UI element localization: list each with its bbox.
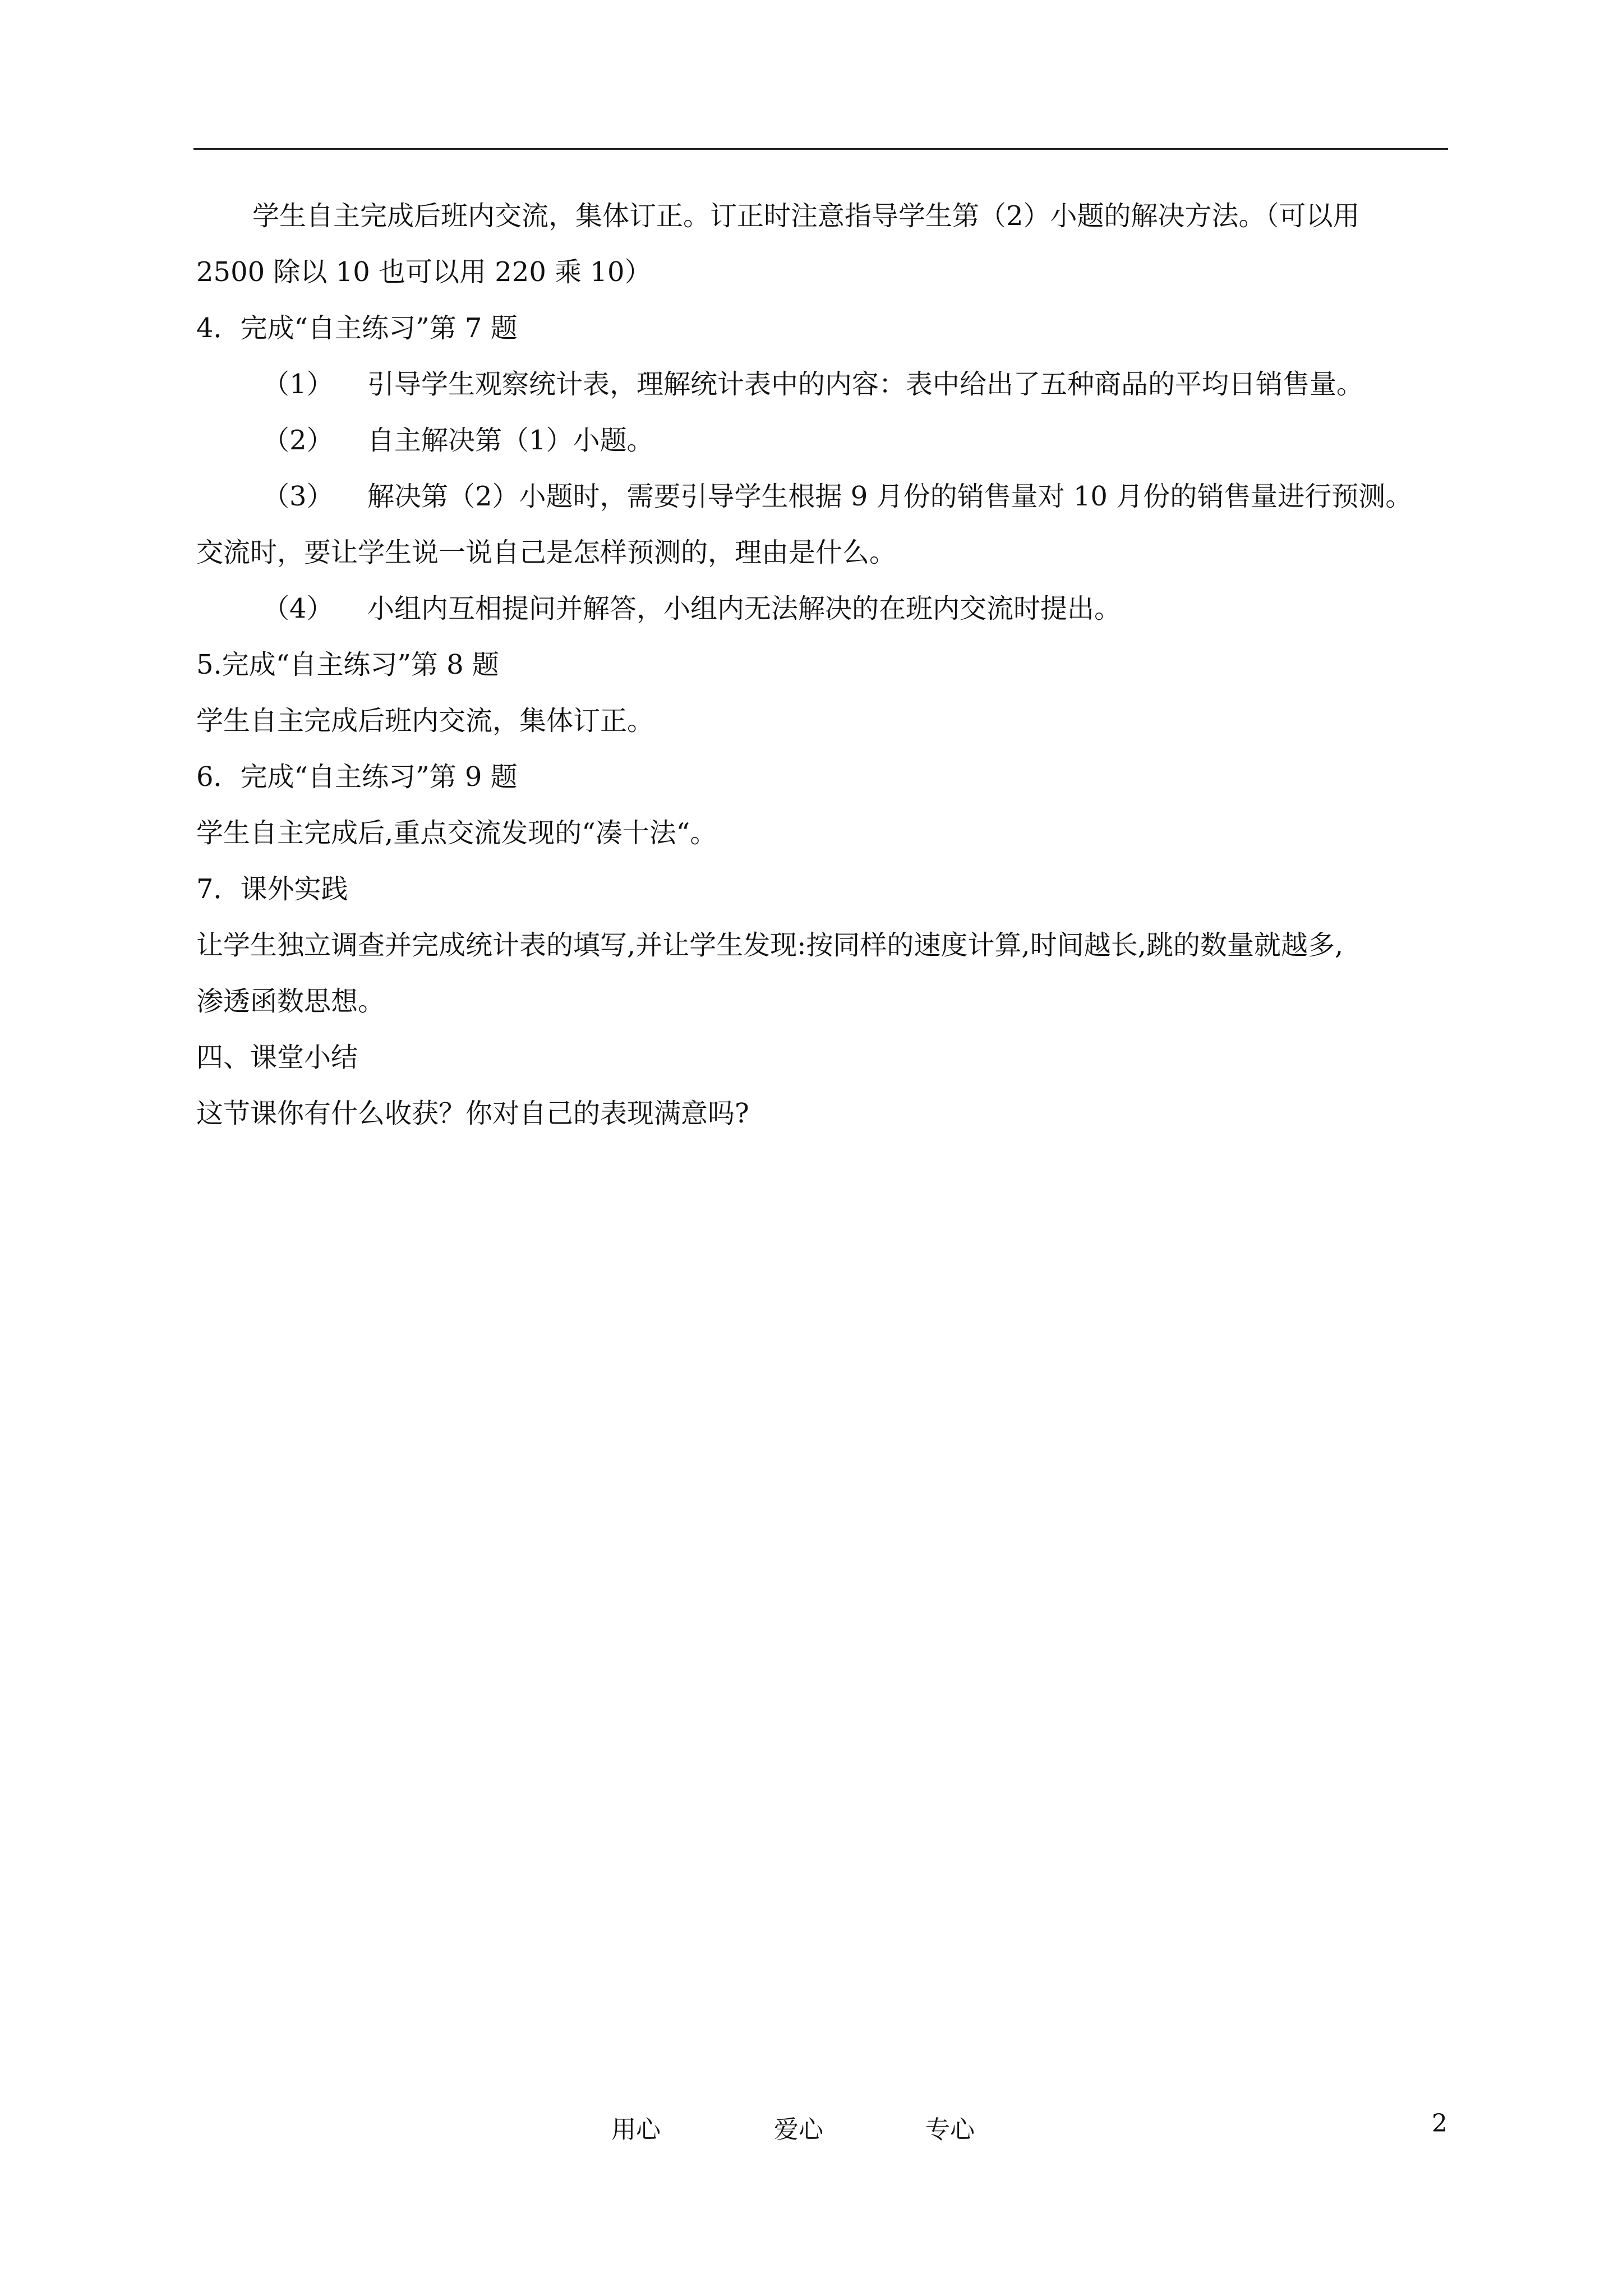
sub-item-2 (196, 412, 1450, 468)
heading-practice: 7．课外实践 (196, 873, 348, 905)
page-number: 2 (1432, 2109, 1447, 2138)
sub-item-4-text: 小组内互相提问并解答，小组内无法解决的在班内交流时提出。 (367, 593, 1122, 624)
page-footer (0, 2109, 1623, 2143)
paragraph-exercise-9: 学生自主完成后,重点交流发现的“凑十法“。 (196, 817, 717, 849)
sub-item-4 (196, 581, 1450, 637)
heading-exercise-9: 6．完成“自主练习”第 9 题 (196, 761, 518, 793)
sub-item-1 (196, 356, 1450, 412)
sub-item-2-text: 自主解决第（1）小题。 (367, 425, 654, 456)
footer-motto-3: 专心 (925, 2115, 975, 2144)
paragraph-practice-line1: 让学生独立调查并完成统计表的填写,并让学生发现:按同样的速度计算,时间越长,跳的数量就越多, (196, 930, 1344, 961)
heading-exercise-7: 4．完成“自主练习”第 7 题 (196, 312, 518, 344)
sub-item-1-text: 引导学生观察统计表，理解统计表中的内容：表中给出了五种商品的平均日销售量。 (367, 369, 1364, 400)
header-rule (193, 148, 1448, 150)
sub-item-3-text: 解决第（2）小题时，需要引导学生根据 9 月份的销售量对 10 月份的销售量进行预测。 (367, 481, 1413, 512)
paragraph-summary: 这节课你有什么收获？你对自己的表现满意吗? (196, 1098, 749, 1129)
paragraph-correction-line2: 2500 除以 10 也可以用 220 乘 10） (196, 256, 652, 288)
page-content (196, 188, 1450, 1142)
sub-item-4-number: （4） (262, 593, 334, 624)
heading-summary: 四、课堂小结 (196, 1042, 358, 1073)
paragraph-practice-line2: 渗透函数思想。 (196, 986, 385, 1017)
sub-item-2-number: （2） (262, 425, 334, 456)
footer-motto-2: 爱心 (774, 2115, 823, 2144)
paragraph-correction-line1: 学生自主完成后班内交流，集体订正。订正时注意指导学生第（2）小题的解决方法。（可以用 (252, 200, 1360, 232)
paragraph-exercise-8: 学生自主完成后班内交流，集体订正。 (196, 705, 654, 737)
sub-item-3-continued: 交流时，要让学生说一说自己是怎样预测的，理由是什么。 (196, 537, 897, 568)
sub-item-3 (196, 468, 1450, 524)
sub-item-3-number: （3） (262, 481, 334, 512)
footer-motto-1: 用心 (611, 2115, 661, 2144)
sub-item-1-number: （1） (262, 369, 334, 400)
heading-exercise-8: 5.完成“自主练习”第 8 题 (196, 649, 499, 680)
